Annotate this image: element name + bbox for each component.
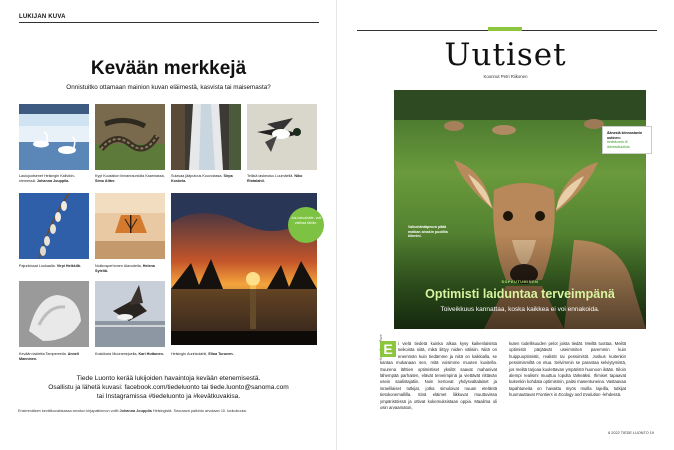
body-column-2: kuten todellisuuden pelot joista tiedät. Meiltä tuottaa. Meiltä optimistit pärjäävät useimmiten paremmin kuin huippuoptimistit, realistit tai pessimistit. Joskus kuitenkin pessimismiltä on etua. Selvimmin se parantaa selviytymistä, jos meiltä tarjoaa kuolettavan ympäristö huonoon ikään. Siloin alempi realismi muuttuu lopulta tärkeäksi. Ihmiset tapaavat kuitenkin kohdata optimismin, paitsi masentuneina. Vastaavaa tapahtuneita on havaittu myös muilla lajeilla, tutkijat huomauttavat Frontiers in Ecology and Evolution -lehdessä. <box>509 341 626 398</box>
vote-box <box>602 126 652 154</box>
byline: Koonnut Petri Riikonen <box>483 74 528 79</box>
photo-caption: Valkohäntäpeura pitää matkan ainakin puolilta kiinnini. <box>408 225 448 238</box>
footer-call-to-action <box>0 374 337 401</box>
photo-swans <box>19 104 89 170</box>
vote-box-text: Äänestä kiinnostavin uutinen: <box>607 131 643 140</box>
article-deck: Toiveikkuus kannattaa, koska kaikkea ei voi ennakoida. <box>440 306 600 313</box>
caption-1: Laulujoutsenet Helsingin Kallvikin-niemessä. Johanna Jouppila. <box>19 174 75 183</box>
journal-name: Frontiers in Ecology and Evolution <box>535 392 601 398</box>
footer-line-3: tai Instagramissa #tiedeluonto ja #kevätkuvakisa. <box>96 393 241 400</box>
top-rule <box>19 22 319 23</box>
page-footer: 6 2022 TIEDE LUONTO 19 <box>608 431 654 435</box>
article-headline: Optimisti laiduntaa terveimpänä <box>425 287 615 301</box>
caption-5: Pajunkissat Loukaalla. Virpi Heikkilä. <box>19 264 81 268</box>
footer-line-1: Tiede Luonto kerää lukijoiden havaintoja kevään etenemisestä. <box>76 375 261 382</box>
vote-link[interactable]: tiedeluonto.fi/ äänestäuutisia <box>607 140 630 149</box>
photo-vipers <box>95 104 165 170</box>
caption-4: Telkkä laskeutuu Luumäellä. Niko Rintalahti. <box>247 174 303 183</box>
body-text-1: i vielä tiedetä kuinka alkaa kysy kaikenlaisista seikoista siitä, mikä liittyy niiden välisiin. Niitä on enemmän kuin tiedämme ja niitä on kaikkialla, se kantaa mukanaan sen, mitä voisimme muuten kuvitella. Suurena lähtien optimistiset yksilöt saavat mahanivat lähempää parhaiten, elävät terveimpinä ja viettävät riittävän usein saalistajatiin. Noin kertovat yhdysvaltalaiset ja israelilaiset tutkijat, jotka simuloivat nuuan eteläntä tietokonemallilla. Sinä eläimet liikkuvat muuttuvissa ympäristöissä ja ottivat kokemuksistaan oppia. Maailma oli osin arvaamaton, <box>380 341 497 411</box>
right-page <box>337 0 674 450</box>
body-text-2: kuten todellisuuden pelot joista tiedät. Meiltä tuottaa. Meiltä optimistit pärjäävät useimmiten paremmin kuin huippuoptimistit, realistit tai pessimistit. Joskus kuitenkin pessimismiltä on etua. Selvimmin se parantaa selviytymistä, jos meiltä tarjoaa kuolettavan ympäristö huonoon ikään. Siloin alempi realismi muuttuu lopulta tärkeäksi. Ihmiset tapaavat kuitenkin kohdata optimismin, paitsi masentuneina. Vastaavaa tapahtuneita on havaittu myös muilla lajeilla, tutkijat huomauttavat <box>509 341 626 398</box>
page-subheadline: Onnistuitko ottamaan mainion kuvan eläimestä, kasvista tai maisemasta? <box>66 84 271 91</box>
footer-line-2: Osallistu ja lähetä kuvasi: facebook.com/tiedeluonto tai tiede.luonto@sanoma.com <box>48 384 289 391</box>
caption-8: Kevään taidetta Tampereella. Anneli Manninen. <box>19 352 80 361</box>
caption-7: Helsingin Aurinkolahti, Elina Turunen. <box>171 352 234 356</box>
article-kicker: SOPEUTUMINEN <box>501 280 539 284</box>
caption-9: Koskikara Muuramejoella, Kari Huttunen. <box>95 352 164 356</box>
caption-2: Kyyt Kuusiston linnanrauniolla Kaarinassa, Simo Altter. <box>95 174 165 183</box>
promo-badge: Jos haluaisitte, voit vaihtaa tähän. <box>288 207 324 243</box>
caption-6: Nokkosperhonen Alavudella, Helena Syteliä. <box>95 264 155 273</box>
photo-willow-catkins <box>19 193 89 259</box>
photo-butterfly <box>95 193 165 259</box>
section-label: LUKIJAN KUVA <box>19 14 66 20</box>
photo-ice-art <box>19 281 89 347</box>
photo-icefall <box>171 104 241 170</box>
section-title: Uutiset <box>444 37 567 73</box>
accent-bar <box>488 27 522 31</box>
page-headline: Kevään merkkejä <box>90 58 247 79</box>
body-column-1 <box>380 341 497 411</box>
fine-print: Ensimmäisen kevätkuvakisassa arvotun kirjapalkinnon voitti Johanna Jouppila Helsingistä. Seuraava palkinto arvotaan 10. toukokuuta. <box>18 409 247 413</box>
caption-3: Sulavaa jääputous Kouvolassa. Sirpa Koskela. <box>171 174 233 183</box>
photo-dipper <box>95 281 165 347</box>
dropcap: E <box>380 341 396 357</box>
photo-goldeneye <box>247 104 317 170</box>
